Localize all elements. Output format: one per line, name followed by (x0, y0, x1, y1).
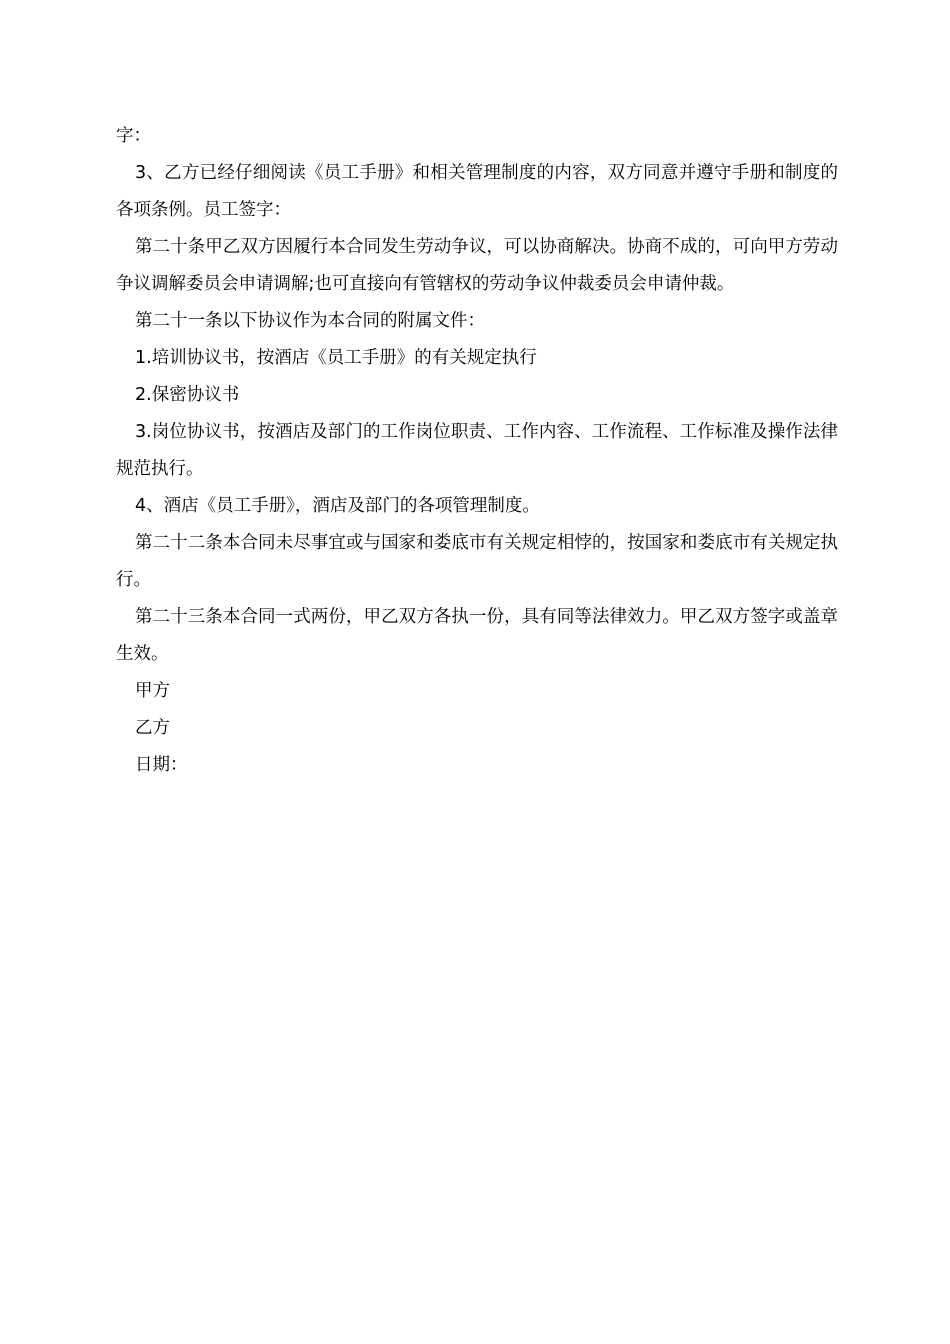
list-item-confidentiality-agreement: 2.保密协议书 (135, 385, 240, 405)
paragraph-article-21: 第二十一条以下协议作为本合同的附属文件： (135, 311, 485, 331)
list-item-position-agreement: 3.岗位协议书，按酒店及部门的工作岗位职责、工作内容、工作流程、工作标准及操作法律规范执行。 (116, 422, 838, 479)
paragraph-clause-3-handbook: 3、乙方已经仔细阅读《员工手册》和相关管理制度的内容，双方同意并遵守手册和制度的各项条例。员工签字： (116, 163, 838, 220)
signature-party-a: 甲方 (135, 681, 170, 701)
paragraph-continuation: 字： (116, 126, 151, 146)
list-item-employee-handbook: 4、酒店《员工手册》，酒店及部门的各项管理制度。 (135, 496, 540, 516)
paragraph-article-20: 第二十条甲乙双方因履行本合同发生劳动争议，可以协商解决。协商不成的，可向甲方劳动争议调解委员会申请调解;也可直接向有管辖权的劳动争议仲裁委员会申请仲裁。 (116, 237, 838, 294)
paragraph-article-23: 第二十三条本合同一式两份，甲乙双方各执一份，具有同等法律效力。甲乙双方签字或盖章生效。 (116, 607, 838, 664)
signature-date: 日期： (135, 755, 188, 775)
document-body (116, 118, 838, 784)
list-item-training-agreement: 1.培训协议书，按酒店《员工手册》的有关规定执行 (135, 348, 537, 368)
signature-party-b: 乙方 (135, 718, 170, 738)
paragraph-article-22: 第二十二条本合同未尽事宜或与国家和娄底市有关规定相悖的，按国家和娄底市有关规定执行。 (116, 533, 838, 590)
